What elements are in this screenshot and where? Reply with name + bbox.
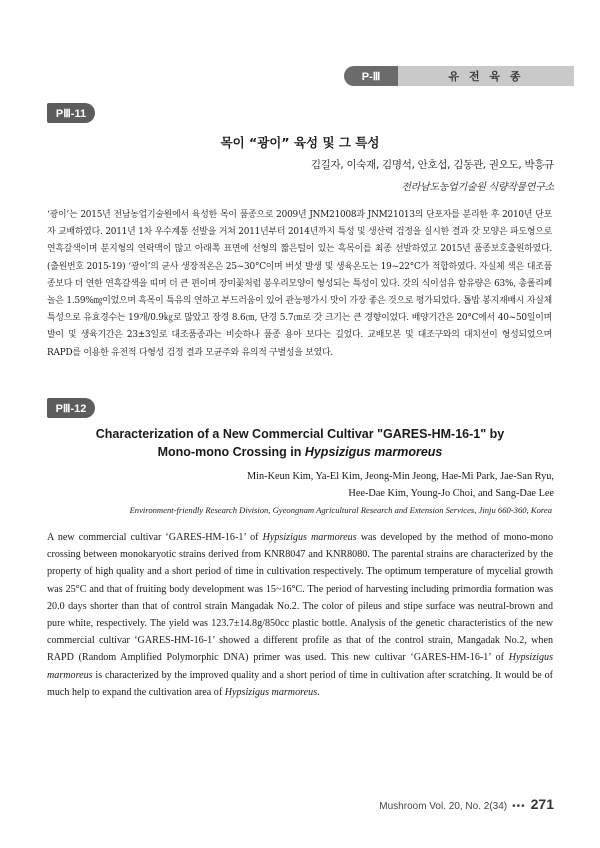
abstract-affiliation-2: Environment-friendly Research Division, Gyeongnam Agricultural Research and Extension Services, Jinju 660-360, Korea [129,505,552,515]
title-prefix: Mono-mono Crossing in [157,445,305,459]
abstract-authors-1: 김길자, 이숙재, 김명석, 안호섭, 김동관, 권오도, 박흥규 [310,159,554,171]
section-name: 유 전 육 종 [398,66,574,86]
abstract-body-2 [47,529,553,701]
body-segment: A new commercial cultivar ‘GARES-HM-16-1’ of [47,532,263,543]
authors-line-2: Hee-Dae Kim, Young-Jo Choi, and Sang-Dae Lee [348,488,554,499]
body-segment: was developed by the method of mono-mono crossing between monokaryotic strains derived from KNR8047 and KNR8080. The parental strains are characterized by the property of high quality and a short period of time in cultivation respectively. The optimum temperature of mycelial growth was 25°C and that of fruiting body development was 15~16°C. The period of harvesting including primordia formation was 20.0 days shorter than that of control strain Mangadak No.2. The color of pileus and stipe surface was neutral-brown and pure white, respectively. The yield was 123.7±14.8g/850cc plastic bottle. Analysis of the genetic characteristics of the new commercial cultivar ‘GARES-HM-16-1’ showed a different profile as that of the control strain, Mangadak No.2, when RAPD (Random Amplified Polymorphic DNA) primer was used. This new cultivar ‘GARES-HM-16-1’ of [47,532,554,664]
abstract-body-1: ‘광이’는 2015년 전남농업기술원에서 육성한 목이 품종으로 2009년 JNM21008과 JNM21013의 단포자를 분리한 후 2010년 단포자 교배하였다. 2011년 1차 우수계통 선발을 거쳐 2011년부터 2014년까지 특성 및 생산력 검정을 실시한 결과 갓 모양은 파도형으로 연흑갈색이며 분지형의 연락맥이 많고 아래쪽 표면에 선형의 짧은털이 있는 흑목이를 최종 선발하였고 2015년 품종보호출원하였다.(출원번호 2015-19) ‘광이’의 균사 생장적온은 25~30°C이며 버섯 발생 및 생육온도는 19~22°C가 적합하였다. 자실체 색은 대조품종보다 더 연한 연흑갈색을 띠며 더 큰 편이며 장미꽃처럼 봉우리모양이 형성되는 특성이 있다. 갓의 식이섬유 함유량은 63%, 총폴리페놀은 1.59%㎎이었으며 흑목이 특유의 연하고 부드러움이 있어 관능평가시 맛이 가장 좋은 것으로 평가되었다. 톱밥 봉지재배시 자실체 특성으로 유효경수는 19개/0.9㎏로 많았고 장경 8.6㎝, 단경 5.7㎝로 갓 크기는 큰 경향이었다. 배양기간은 20°C에서 40~50일이며 발이 및 생육기간은 23±3일로 대조품종과는 비슷하나 품종 용아 보다는 길었다. 교배모본 및 대조구와의 대치선이 형성되었으며 RAPD를 이용한 유전적 다형성 검정 결과 모균주와 유의적 구별성을 보였다. [47,210,552,358]
page-number: 271 [530,796,554,812]
abstract-title-2 [60,425,540,461]
section-header [344,66,574,86]
section-code: P-Ⅲ [344,66,398,86]
species-name: Hypsizigus marmoreus [47,652,553,681]
abstract-title-2-line2 [60,443,540,461]
abstract-title-1: 목이 “광이” 육성 및 그 특성 [220,135,380,150]
journal-citation: Mushroom Vol. 20, No. 2(34) [379,801,508,812]
species-name: Hypsizigus marmoreus [262,532,357,543]
title-species: Hypsizigus marmoreus [304,445,443,459]
body-segment: is characterized by the improved quality and a short period of time in cultivation after scratching. It would be of much help to expand the cultivation area of [47,669,553,698]
authors-line-1: Min-Keun Kim, Ya-El Kim, Jeong-Min Jeong, Hae-Mi Park, Jae-San Ryu, [246,471,554,482]
body-segment: . [317,686,320,698]
abstract-affiliation-1: 전라남도농업기술원 식량작물연구소 [401,182,554,193]
abstract-tag-1: PⅢ-11 [47,103,95,123]
abstract-tag-2: PⅢ-12 [47,398,95,418]
species-name: Hypsizigus marmoreus [224,686,318,698]
footer-dots: ••• [512,801,526,812]
page-footer [379,796,554,812]
abstract-title-2-line1: Characterization of a New Commercial Cultivar "GARES-HM-16-1" by [95,427,505,441]
abstract-authors-2 [194,468,554,502]
